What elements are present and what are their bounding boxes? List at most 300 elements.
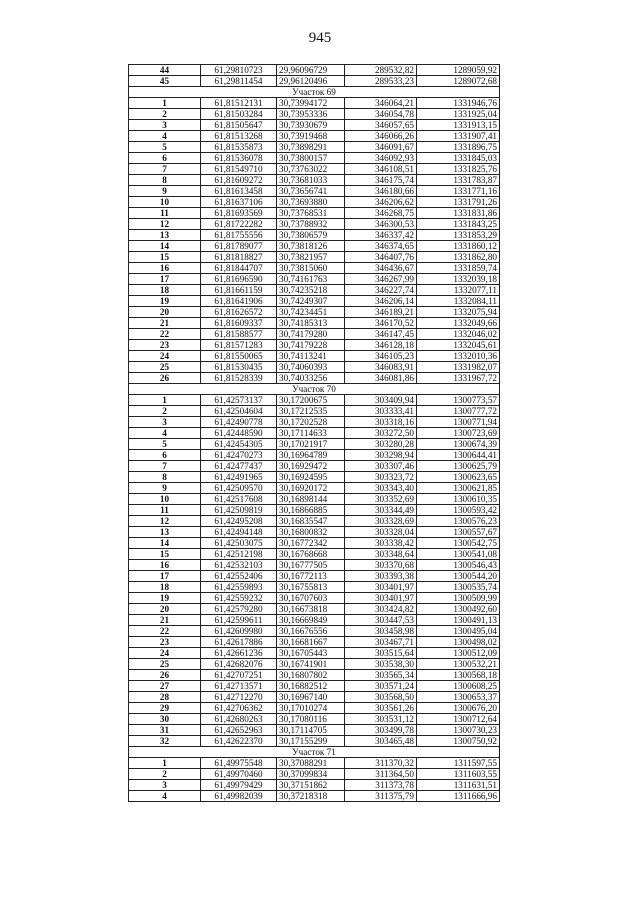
latitude-cell: 61,42622370 (201, 736, 277, 747)
y-coordinate-cell: 1300621,85 (417, 483, 500, 494)
y-coordinate-cell: 1331783,87 (417, 175, 500, 186)
point-number-cell: 12 (129, 516, 201, 527)
x-coordinate-cell: 346374,65 (345, 241, 417, 252)
table-row (129, 736, 500, 747)
y-coordinate-cell: 1300492,60 (417, 604, 500, 615)
longitude-cell: 30,37218318 (277, 791, 345, 802)
longitude-cell: 30,16882512 (277, 681, 345, 692)
table-row (129, 362, 500, 373)
latitude-cell: 61,42559893 (201, 582, 277, 593)
latitude-cell: 61,42713571 (201, 681, 277, 692)
y-coordinate-cell: 1300532,21 (417, 659, 500, 670)
latitude-cell: 61,42491965 (201, 472, 277, 483)
point-number-cell: 21 (129, 615, 201, 626)
longitude-cell: 30,74179228 (277, 340, 345, 351)
latitude-cell: 61,42579280 (201, 604, 277, 615)
point-number-cell: 31 (129, 725, 201, 736)
y-coordinate-cell: 1300608,25 (417, 681, 500, 692)
section-header-row (129, 384, 500, 395)
longitude-cell: 30,17114633 (277, 428, 345, 439)
x-coordinate-cell: 346436,67 (345, 263, 417, 274)
x-coordinate-cell: 303343,40 (345, 483, 417, 494)
longitude-cell: 30,74179280 (277, 329, 345, 340)
y-coordinate-cell: 1332039,18 (417, 274, 500, 285)
point-number-cell: 21 (129, 318, 201, 329)
latitude-cell: 61,81818827 (201, 252, 277, 263)
longitude-cell: 30,74185313 (277, 318, 345, 329)
x-coordinate-cell: 303333,41 (345, 406, 417, 417)
latitude-cell: 61,42652963 (201, 725, 277, 736)
latitude-cell: 61,81844707 (201, 263, 277, 274)
y-coordinate-cell: 1289072,68 (417, 76, 500, 87)
latitude-cell: 61,42682076 (201, 659, 277, 670)
page-number: 945 (308, 30, 332, 46)
longitude-cell: 29,96120496 (277, 76, 345, 87)
point-number-cell: 12 (129, 219, 201, 230)
x-coordinate-cell: 346227,74 (345, 285, 417, 296)
y-coordinate-cell: 1300495,04 (417, 626, 500, 637)
point-number-cell: 4 (129, 791, 201, 802)
x-coordinate-cell: 303561,26 (345, 703, 417, 714)
longitude-cell: 30,73930679 (277, 120, 345, 131)
x-coordinate-cell: 303571,24 (345, 681, 417, 692)
longitude-cell: 30,73821957 (277, 252, 345, 263)
latitude-cell: 61,81536078 (201, 153, 277, 164)
longitude-cell: 30,16705443 (277, 648, 345, 659)
table-row (129, 538, 500, 549)
latitude-cell: 61,81530435 (201, 362, 277, 373)
longitude-cell: 30,16924595 (277, 472, 345, 483)
point-number-cell: 4 (129, 428, 201, 439)
longitude-cell: 30,73768531 (277, 208, 345, 219)
table-row (129, 582, 500, 593)
longitude-cell: 30,73994172 (277, 98, 345, 109)
latitude-cell: 61,42573137 (201, 395, 277, 406)
longitude-cell: 30,74249307 (277, 296, 345, 307)
longitude-cell: 30,16929472 (277, 461, 345, 472)
longitude-cell: 30,16741901 (277, 659, 345, 670)
point-number-cell: 32 (129, 736, 201, 747)
section-title: Участок 70 (129, 384, 500, 395)
y-coordinate-cell: 1332045,61 (417, 340, 500, 351)
y-coordinate-cell: 1331771,16 (417, 186, 500, 197)
latitude-cell: 61,42517608 (201, 494, 277, 505)
x-coordinate-cell: 346337,42 (345, 230, 417, 241)
y-coordinate-cell: 1332046,02 (417, 329, 500, 340)
table-row (129, 494, 500, 505)
longitude-cell: 30,74113241 (277, 351, 345, 362)
longitude-cell: 30,73763022 (277, 164, 345, 175)
y-coordinate-cell: 1300498,02 (417, 637, 500, 648)
table-row (129, 98, 500, 109)
latitude-cell: 61,49979429 (201, 780, 277, 791)
table-row (129, 329, 500, 340)
y-coordinate-cell: 1300593,42 (417, 505, 500, 516)
y-coordinate-cell: 1311631,51 (417, 780, 500, 791)
latitude-cell: 61,42680263 (201, 714, 277, 725)
latitude-cell: 61,81588577 (201, 329, 277, 340)
latitude-cell: 61,42559232 (201, 593, 277, 604)
table-row (129, 637, 500, 648)
point-number-cell: 14 (129, 241, 201, 252)
latitude-cell: 61,81789077 (201, 241, 277, 252)
y-coordinate-cell: 1300623,65 (417, 472, 500, 483)
latitude-cell: 61,42661236 (201, 648, 277, 659)
point-number-cell: 8 (129, 175, 201, 186)
longitude-cell: 30,17155299 (277, 736, 345, 747)
latitude-cell: 61,81641906 (201, 296, 277, 307)
latitude-cell: 61,49975548 (201, 758, 277, 769)
longitude-cell: 30,17010274 (277, 703, 345, 714)
x-coordinate-cell: 303272,50 (345, 428, 417, 439)
y-coordinate-cell: 1331791,26 (417, 197, 500, 208)
latitude-cell: 61,81513268 (201, 131, 277, 142)
x-coordinate-cell: 303401,97 (345, 593, 417, 604)
point-number-cell: 23 (129, 637, 201, 648)
table-row (129, 758, 500, 769)
longitude-cell: 30,73815060 (277, 263, 345, 274)
longitude-cell: 30,16755813 (277, 582, 345, 593)
section-title: Участок 71 (129, 747, 500, 758)
x-coordinate-cell: 346091,67 (345, 142, 417, 153)
longitude-cell: 30,73800157 (277, 153, 345, 164)
latitude-cell: 61,49982039 (201, 791, 277, 802)
table-row (129, 604, 500, 615)
longitude-cell: 30,17114705 (277, 725, 345, 736)
point-number-cell: 11 (129, 208, 201, 219)
table-row (129, 626, 500, 637)
table-row (129, 714, 500, 725)
y-coordinate-cell: 1331907,41 (417, 131, 500, 142)
longitude-cell: 30,16676556 (277, 626, 345, 637)
table-row (129, 65, 500, 76)
longitude-cell: 30,17202528 (277, 417, 345, 428)
y-coordinate-cell: 1300535,74 (417, 582, 500, 593)
longitude-cell: 30,37088291 (277, 758, 345, 769)
x-coordinate-cell: 311375,79 (345, 791, 417, 802)
table-row (129, 703, 500, 714)
y-coordinate-cell: 1332049,66 (417, 318, 500, 329)
table-row (129, 417, 500, 428)
latitude-cell: 61,42617886 (201, 637, 277, 648)
longitude-cell: 30,74161763 (277, 274, 345, 285)
x-coordinate-cell: 303393,38 (345, 571, 417, 582)
latitude-cell: 61,81613458 (201, 186, 277, 197)
table-row (129, 483, 500, 494)
table-row (129, 439, 500, 450)
point-number-cell: 22 (129, 329, 201, 340)
table-row (129, 648, 500, 659)
x-coordinate-cell: 346092,93 (345, 153, 417, 164)
latitude-cell: 61,42599611 (201, 615, 277, 626)
longitude-cell: 30,37151862 (277, 780, 345, 791)
point-number-cell: 2 (129, 109, 201, 120)
latitude-cell: 61,81609272 (201, 175, 277, 186)
y-coordinate-cell: 1300576,23 (417, 516, 500, 527)
point-number-cell: 5 (129, 439, 201, 450)
point-number-cell: 24 (129, 351, 201, 362)
x-coordinate-cell: 303531,12 (345, 714, 417, 725)
point-number-cell: 23 (129, 340, 201, 351)
section-title: Участок 69 (129, 87, 500, 98)
longitude-cell: 30,73693880 (277, 197, 345, 208)
x-coordinate-cell: 303328,04 (345, 527, 417, 538)
x-coordinate-cell: 303465,48 (345, 736, 417, 747)
y-coordinate-cell: 1331831,86 (417, 208, 500, 219)
point-number-cell: 17 (129, 274, 201, 285)
latitude-cell: 61,42494148 (201, 527, 277, 538)
latitude-cell: 61,42490778 (201, 417, 277, 428)
latitude-cell: 61,81609337 (201, 318, 277, 329)
latitude-cell: 61,81549710 (201, 164, 277, 175)
point-number-cell: 28 (129, 692, 201, 703)
point-number-cell: 7 (129, 164, 201, 175)
latitude-cell: 61,42509819 (201, 505, 277, 516)
point-number-cell: 24 (129, 648, 201, 659)
longitude-cell: 30,16669849 (277, 615, 345, 626)
table-row (129, 593, 500, 604)
table-row (129, 692, 500, 703)
x-coordinate-cell: 346083,91 (345, 362, 417, 373)
table-row (129, 131, 500, 142)
x-coordinate-cell: 303323,72 (345, 472, 417, 483)
x-coordinate-cell: 346206,14 (345, 296, 417, 307)
y-coordinate-cell: 1300544,20 (417, 571, 500, 582)
y-coordinate-cell: 1300771,94 (417, 417, 500, 428)
table-row (129, 219, 500, 230)
table-row (129, 175, 500, 186)
latitude-cell: 61,42609980 (201, 626, 277, 637)
y-coordinate-cell: 1300674,39 (417, 439, 500, 450)
point-number-cell: 10 (129, 494, 201, 505)
point-number-cell: 10 (129, 197, 201, 208)
point-number-cell: 20 (129, 604, 201, 615)
longitude-cell: 30,17212535 (277, 406, 345, 417)
x-coordinate-cell: 346105,23 (345, 351, 417, 362)
longitude-cell: 30,73953336 (277, 109, 345, 120)
table-row (129, 230, 500, 241)
x-coordinate-cell: 303499,78 (345, 725, 417, 736)
latitude-cell: 61,81528339 (201, 373, 277, 384)
x-coordinate-cell: 346268,75 (345, 208, 417, 219)
latitude-cell: 61,42509570 (201, 483, 277, 494)
latitude-cell: 61,29810723 (201, 65, 277, 76)
longitude-cell: 30,16807802 (277, 670, 345, 681)
longitude-cell: 30,73656741 (277, 186, 345, 197)
y-coordinate-cell: 1331825,76 (417, 164, 500, 175)
y-coordinate-cell: 1311597,55 (417, 758, 500, 769)
point-number-cell: 44 (129, 65, 201, 76)
latitude-cell: 61,42454305 (201, 439, 277, 450)
y-coordinate-cell: 1300491,13 (417, 615, 500, 626)
latitude-cell: 61,81637106 (201, 197, 277, 208)
x-coordinate-cell: 303568,50 (345, 692, 417, 703)
latitude-cell: 61,81512131 (201, 98, 277, 109)
point-number-cell: 3 (129, 120, 201, 131)
latitude-cell: 61,81755556 (201, 230, 277, 241)
y-coordinate-cell: 1300542,75 (417, 538, 500, 549)
longitude-cell: 30,74235218 (277, 285, 345, 296)
point-number-cell: 5 (129, 142, 201, 153)
y-coordinate-cell: 1311603,55 (417, 769, 500, 780)
point-number-cell: 11 (129, 505, 201, 516)
point-number-cell: 8 (129, 472, 201, 483)
table-row (129, 307, 500, 318)
table-row (129, 186, 500, 197)
y-coordinate-cell: 1300730,23 (417, 725, 500, 736)
y-coordinate-cell: 1300625,79 (417, 461, 500, 472)
x-coordinate-cell: 303307,46 (345, 461, 417, 472)
x-coordinate-cell: 311370,32 (345, 758, 417, 769)
y-coordinate-cell: 1311666,96 (417, 791, 500, 802)
x-coordinate-cell: 303328,69 (345, 516, 417, 527)
point-number-cell: 3 (129, 417, 201, 428)
latitude-cell: 61,42512198 (201, 549, 277, 560)
table-row (129, 428, 500, 439)
point-number-cell: 4 (129, 131, 201, 142)
point-number-cell: 22 (129, 626, 201, 637)
table-row (129, 296, 500, 307)
point-number-cell: 13 (129, 230, 201, 241)
point-number-cell: 20 (129, 307, 201, 318)
table-row (129, 549, 500, 560)
longitude-cell: 30,16768668 (277, 549, 345, 560)
y-coordinate-cell: 1332010,36 (417, 351, 500, 362)
longitude-cell: 30,16772113 (277, 571, 345, 582)
latitude-cell: 61,81661159 (201, 285, 277, 296)
table-row (129, 252, 500, 263)
longitude-cell: 30,73806579 (277, 230, 345, 241)
table-row (129, 571, 500, 582)
longitude-cell: 30,16964789 (277, 450, 345, 461)
y-coordinate-cell: 1331925,04 (417, 109, 500, 120)
longitude-cell: 30,73788932 (277, 219, 345, 230)
latitude-cell: 61,42712270 (201, 692, 277, 703)
latitude-cell: 61,81550065 (201, 351, 277, 362)
section-header-row (129, 747, 500, 758)
latitude-cell: 61,42477437 (201, 461, 277, 472)
longitude-cell: 30,16681667 (277, 637, 345, 648)
x-coordinate-cell: 303348,64 (345, 549, 417, 560)
table-row (129, 340, 500, 351)
latitude-cell: 61,42448590 (201, 428, 277, 439)
table-row (129, 395, 500, 406)
y-coordinate-cell: 1300653,37 (417, 692, 500, 703)
point-number-cell: 17 (129, 571, 201, 582)
point-number-cell: 26 (129, 373, 201, 384)
point-number-cell: 1 (129, 395, 201, 406)
latitude-cell: 61,42504604 (201, 406, 277, 417)
latitude-cell: 61,81696590 (201, 274, 277, 285)
longitude-cell: 30,17200675 (277, 395, 345, 406)
table-row (129, 241, 500, 252)
longitude-cell: 30,73681033 (277, 175, 345, 186)
latitude-cell: 61,42503075 (201, 538, 277, 549)
y-coordinate-cell: 1300777,72 (417, 406, 500, 417)
latitude-cell: 61,81535873 (201, 142, 277, 153)
x-coordinate-cell: 303352,69 (345, 494, 417, 505)
x-coordinate-cell: 303280,28 (345, 439, 417, 450)
point-number-cell: 15 (129, 549, 201, 560)
point-number-cell: 26 (129, 670, 201, 681)
latitude-cell: 61,42707251 (201, 670, 277, 681)
point-number-cell: 6 (129, 450, 201, 461)
longitude-cell: 30,16772342 (277, 538, 345, 549)
x-coordinate-cell: 311373,78 (345, 780, 417, 791)
table-row (129, 263, 500, 274)
y-coordinate-cell: 1300546,43 (417, 560, 500, 571)
x-coordinate-cell: 346407,76 (345, 252, 417, 263)
longitude-cell: 30,74234451 (277, 307, 345, 318)
longitude-cell: 30,16866885 (277, 505, 345, 516)
point-number-cell: 45 (129, 76, 201, 87)
table-row (129, 450, 500, 461)
x-coordinate-cell: 303565,34 (345, 670, 417, 681)
y-coordinate-cell: 1300568,18 (417, 670, 500, 681)
y-coordinate-cell: 1331967,72 (417, 373, 500, 384)
y-coordinate-cell: 1300512,09 (417, 648, 500, 659)
x-coordinate-cell: 303298,94 (345, 450, 417, 461)
y-coordinate-cell: 1300644,41 (417, 450, 500, 461)
section-header-row (129, 87, 500, 98)
table-row (129, 373, 500, 384)
table-row (129, 76, 500, 87)
x-coordinate-cell: 303370,68 (345, 560, 417, 571)
table-row (129, 527, 500, 538)
latitude-cell: 61,81571283 (201, 340, 277, 351)
x-coordinate-cell: 346081,86 (345, 373, 417, 384)
table-row (129, 285, 500, 296)
y-coordinate-cell: 1300750,92 (417, 736, 500, 747)
table-row (129, 197, 500, 208)
table-row (129, 208, 500, 219)
x-coordinate-cell: 346206,62 (345, 197, 417, 208)
longitude-cell: 30,73818126 (277, 241, 345, 252)
point-number-cell: 30 (129, 714, 201, 725)
longitude-cell: 30,16898144 (277, 494, 345, 505)
point-number-cell: 25 (129, 362, 201, 373)
longitude-cell: 30,17021917 (277, 439, 345, 450)
longitude-cell: 30,16967140 (277, 692, 345, 703)
x-coordinate-cell: 303538,30 (345, 659, 417, 670)
table-row (129, 791, 500, 802)
latitude-cell: 61,81693569 (201, 208, 277, 219)
latitude-cell: 61,29811454 (201, 76, 277, 87)
x-coordinate-cell: 303338,42 (345, 538, 417, 549)
x-coordinate-cell: 346300,53 (345, 219, 417, 230)
table-row (129, 461, 500, 472)
point-number-cell: 7 (129, 461, 201, 472)
y-coordinate-cell: 1331982,07 (417, 362, 500, 373)
table-row (129, 560, 500, 571)
table-row (129, 318, 500, 329)
table-row (129, 142, 500, 153)
x-coordinate-cell: 289533,23 (345, 76, 417, 87)
x-coordinate-cell: 346189,21 (345, 307, 417, 318)
longitude-cell: 29,96096729 (277, 65, 345, 76)
longitude-cell: 30,73898291 (277, 142, 345, 153)
latitude-cell: 61,81722282 (201, 219, 277, 230)
longitude-cell: 30,73919468 (277, 131, 345, 142)
y-coordinate-cell: 1332077,11 (417, 285, 500, 296)
latitude-cell: 61,42495208 (201, 516, 277, 527)
y-coordinate-cell: 1300541,08 (417, 549, 500, 560)
x-coordinate-cell: 303515,64 (345, 648, 417, 659)
x-coordinate-cell: 346054,78 (345, 109, 417, 120)
table-row (129, 505, 500, 516)
x-coordinate-cell: 346057,65 (345, 120, 417, 131)
table-row (129, 472, 500, 483)
